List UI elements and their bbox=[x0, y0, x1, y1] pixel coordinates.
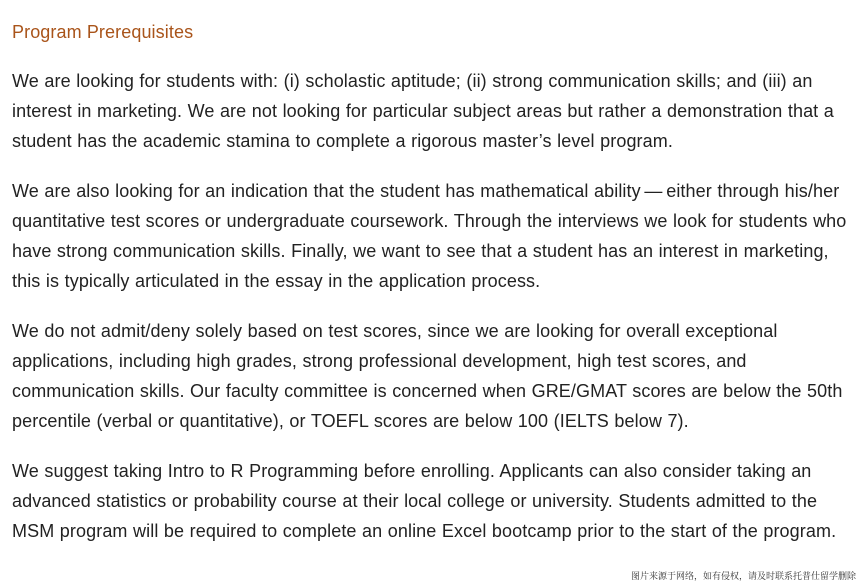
section-title: Program Prerequisites bbox=[12, 22, 194, 42]
suggestion-text-end: before enrolling. Applicants can also consider taking an advanced statistics or probability course at their local college or university. Students admitted to the MSM program will be required to complete an online Excel bootcamp prior to the start of the program. bbox=[12, 461, 837, 541]
image-source-watermark: 图片来源于网络，如有侵权，请及时联系托普仕留学删除 bbox=[630, 572, 856, 582]
paragraph-suggested-courses bbox=[12, 456, 848, 546]
paragraph-student-qualities: We are looking for students with: (i) scholastic aptitude; (ii) strong communication skills; and (iii) an interest in marketing. We are not looking for particular subject areas but rather a demonstration that a student has the academic stamina to complete a rigorous master’s level program. bbox=[12, 71, 834, 151]
paragraph-math-ability: We are also looking for an indication that the student has mathematical ability — either through his/her quantitative test scores or undergraduate coursework. Through the interviews we look for students who have strong communication skills. Finally, we want to see that a student has an interest in marketing, this is typically articulated in the essay in the application process. bbox=[12, 181, 847, 291]
paragraph-test-scores: We do not admit/deny solely based on test scores, since we are looking for overall exceptional applications, including high grades, strong professional development, high test scores, and communication skills. Our faculty committee is concerned when GRE/GMAT scores are below the 50th percentile (verbal or quantitative), or TOEFL scores are below 100 (IELTS below 7). bbox=[12, 321, 843, 431]
program-prerequisites-section bbox=[12, 0, 848, 546]
suggestion-text-start: We suggest taking bbox=[12, 461, 168, 481]
intro-to-r-programming-link[interactable]: Intro to R Programming bbox=[167, 461, 359, 481]
